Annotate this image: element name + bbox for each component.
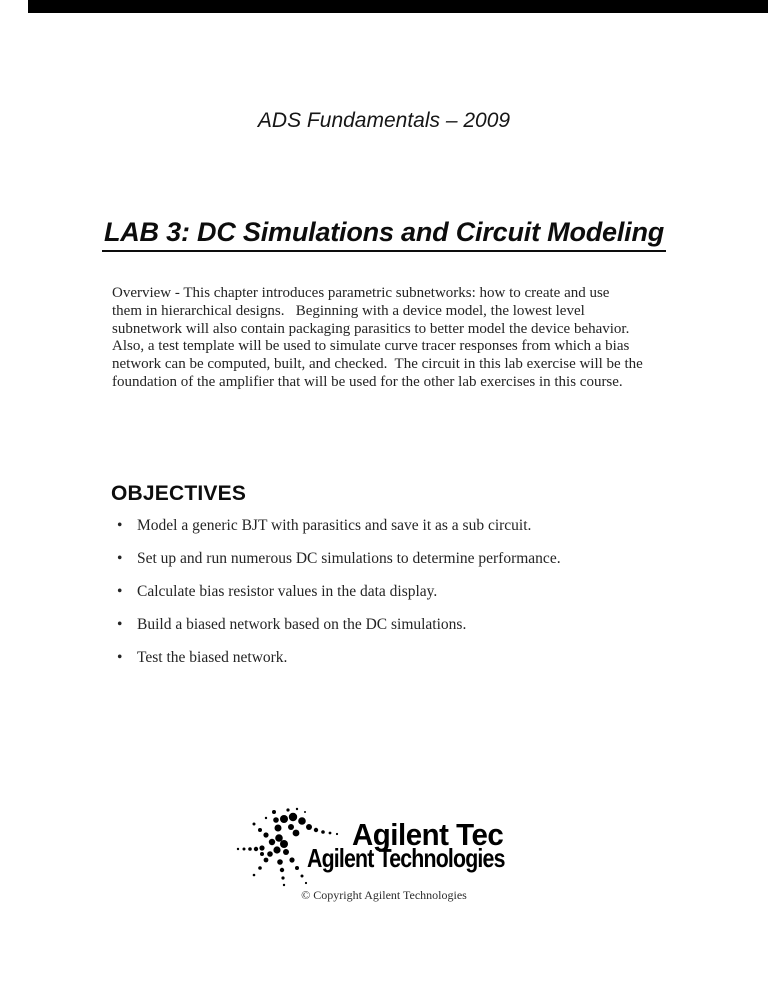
overview-line: network can be computed, built, and checked. The circuit in this lab exercise will be the <box>112 356 643 373</box>
overview-line: foundation of the amplifier that will be used for the other lab exercises in this course. <box>112 373 623 390</box>
bullet-text: Set up and run numerous DC simulations to determine performance. <box>137 550 561 567</box>
copyright-line: © Copyright Agilent Technologies <box>301 888 467 902</box>
logo-text-small: Agilent Technologies <box>307 843 505 873</box>
logo-text-large: Agilent Tec <box>352 817 504 852</box>
list-item <box>117 648 677 667</box>
list-item <box>117 516 677 535</box>
overview-paragraph <box>112 285 643 392</box>
bullet-icon: • <box>117 616 123 633</box>
page-title <box>0 212 768 252</box>
bullet-icon: • <box>117 649 123 666</box>
bullet-text: Model a generic BJT with parasitics and save it as a sub circuit. <box>137 517 532 534</box>
bullet-text: Build a biased network based on the DC simulations. <box>137 616 467 633</box>
doc-header: ADS Fundamentals – 2009 <box>257 109 511 132</box>
objectives-heading: OBJECTIVES <box>111 482 247 505</box>
list-item <box>117 549 677 568</box>
scan-artifact-bar <box>28 0 768 13</box>
list-item <box>117 615 677 634</box>
overview-line: them in hierarchical designs. Beginning with a device model, the lowest level <box>112 302 585 319</box>
overview-line: Overview - This chapter introduces parametric subnetworks: how to create and use <box>112 285 610 301</box>
list-item <box>117 582 677 601</box>
bullet-text: Calculate bias resistor values in the data display. <box>137 583 438 600</box>
overview-line: subnetwork will also contain packaging parasitics to better model the device behavior. <box>112 320 630 337</box>
bullet-icon: • <box>117 550 123 567</box>
bullet-icon: • <box>117 517 123 534</box>
bullet-text: Test the biased network. <box>137 649 288 666</box>
bullet-icon: • <box>117 583 123 600</box>
page-title-text: LAB 3: DC Simulations and Circuit Modeling <box>102 217 666 252</box>
overview-line: Also, a test template will be used to simulate curve tracer responses from which a bias <box>112 338 630 355</box>
